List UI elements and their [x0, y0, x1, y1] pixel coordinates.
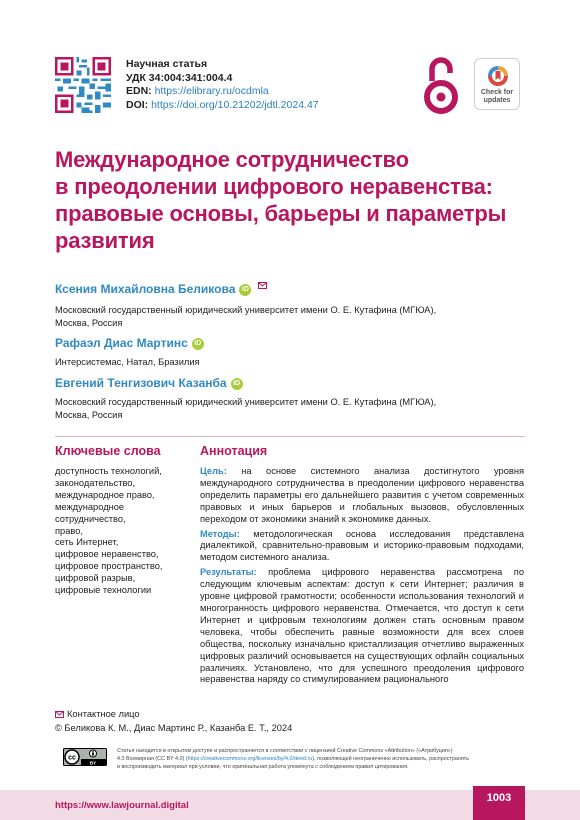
goal-label: Цель:: [200, 466, 227, 476]
abstract-methods: [200, 529, 524, 565]
edn-label: EDN:: [126, 85, 152, 97]
open-access-icon[interactable]: [420, 55, 462, 115]
results-text: проблема цифрового неравенства рассмотрена по следующим ключевым аспектам: доступ к сети Интернет; различия в уровне цифровой грамотности; особенности использования технологий и многогранность цифрового неравенства. Отмечается, что доступ к сети Интернет и цифровым технологиям должен стать основным правом человека, чтобы обеспечить равные возможности для всех слоев общества, поскольку изначально кристаллизация отчетливо выраженных цифровых различий основывается на существующих офлайн социальных различиях. Установлено, что для успешного преодоления цифрового неравенства наряду со стимулированием рационального: [200, 567, 524, 685]
orcid-icon[interactable]: iD: [192, 338, 204, 350]
title-line: правовые основы, барьеры и параметры: [55, 201, 507, 226]
envelope-icon[interactable]: [258, 282, 267, 289]
goal-text: на основе системного анализа достигнутого уровня международного сотрудничества в преодолении цифрового неравенства определить параметры его дальнейшего развития с учетом современных правовых и иных барьеров и глобальных вызовов, обусловленных переходом от экономики знаний к экономике данных.: [200, 466, 524, 524]
affiliation-line: Московский государственный юридический университет имени О. Е. Кутафина (МГЮА),: [55, 397, 437, 407]
author-affiliation-3: [55, 396, 436, 422]
cc-by-text: BY: [89, 760, 97, 766]
author-name-1: [55, 282, 267, 296]
envelope-icon: [55, 711, 64, 718]
keyword-item: международное право,: [55, 489, 155, 500]
article-meta: [126, 58, 319, 112]
abstract-goal: [200, 466, 524, 526]
keyword-item: право,: [55, 525, 83, 536]
copyright-line: © Беликова К. М., Диас Мартинс Р., Казанба Е. Т., 2024: [55, 723, 293, 733]
author-name: Ксения Михайловна Беликова: [55, 282, 236, 296]
keywords-heading: Ключевые слова: [55, 444, 161, 458]
title-line: в преодолении цифрового неравенства:: [55, 174, 493, 199]
doi-link[interactable]: https://doi.org/10.21202/jdtl.2024.47: [151, 98, 319, 111]
title-line: развития: [55, 228, 155, 253]
author-affiliation-2: [55, 356, 200, 369]
section-divider: [55, 436, 525, 437]
contact-label: Контактное лицо: [67, 709, 140, 719]
creative-commons-icon[interactable]: [63, 748, 107, 766]
article-title: [55, 146, 525, 254]
affiliation-line: Москва, Россия: [55, 318, 123, 328]
edn-link[interactable]: https://elibrary.ru/ocdmla: [154, 85, 269, 97]
check-badge-label-1: Check for: [480, 89, 514, 96]
results-label: Результаты:: [200, 567, 257, 578]
qr-code-icon: [55, 57, 111, 113]
affiliation-line: Москва, Россия: [55, 410, 123, 420]
keyword-item: международное: [55, 501, 125, 512]
license-text: [117, 747, 525, 771]
author-name: Евгений Тенгизович Казанба: [55, 376, 227, 390]
license-link[interactable]: https://creativecommons.org/licenses/by/4.0/deed.ru: [187, 756, 313, 762]
keyword-item: сеть Интернет,: [55, 537, 119, 548]
orcid-icon[interactable]: iD: [239, 284, 251, 296]
keyword-item: доступность технологий,: [55, 466, 162, 476]
abstract-results: [200, 567, 524, 686]
keyword-item: цифровое пространство,: [55, 561, 163, 572]
journal-url-link[interactable]: https://www.lawjournal.digital: [55, 800, 189, 811]
affiliation-line: Московский государственный юридический университет имени О. Е. Кутафина (МГЮА),: [55, 305, 437, 315]
keywords-list: [55, 466, 190, 597]
check-for-updates-button[interactable]: [474, 58, 520, 110]
author-name: Рафаэл Диас Мартинс: [55, 336, 188, 350]
author-name-2: [55, 336, 204, 350]
article-type: Научная статья: [126, 58, 208, 70]
abstract-body: [200, 466, 524, 689]
contact-person: [55, 708, 140, 720]
license-line: 4.0 Всемирная (CC BY 4.0) (https://creativecommons.org/licenses/by/4.0/deed.ru), позволяющей неограниченно использовать, распространять: [117, 756, 470, 762]
author-affiliation-1: [55, 304, 436, 330]
keyword-item: законодательство,: [55, 477, 136, 488]
affiliation-line: Интерсистемас, Натал, Бразилия: [55, 357, 200, 367]
license-line: Статья находится в открытом доступе и распространяется в соответствии с лицензией Creative Commons «Attribution» («Атрибуция»): [117, 748, 453, 754]
check-for-updates-icon: [487, 65, 509, 87]
author-name-3: [55, 376, 243, 390]
keyword-item: сотрудничество,: [55, 513, 126, 524]
udc-code: УДК 34:004:341:004.4: [126, 71, 233, 84]
abstract-heading: Аннотация: [200, 444, 268, 458]
methods-label: Методы:: [200, 528, 240, 539]
keyword-item: цифровой разрыв,: [55, 573, 136, 584]
doi-label: DOI:: [126, 98, 149, 111]
keyword-item: цифровое неравенство,: [55, 549, 159, 560]
page-number: 1003: [473, 786, 525, 820]
cc-badge-text: cc: [68, 754, 76, 762]
check-badge-label-2: updates: [483, 97, 511, 104]
methods-text: методологическая основа исследования представлена диалектикой, сравнительно-правовым и историко-правовым подходами, методом системного анализа.: [200, 528, 524, 563]
license-line: и воспроизводить материал при условии, что оригинальная работа упомянута с соблюдением правил цитирования.: [117, 764, 409, 770]
title-line: Международное сотрудничество: [55, 147, 409, 172]
keyword-item: цифровые технологии: [55, 585, 152, 596]
orcid-icon[interactable]: iD: [231, 378, 243, 390]
